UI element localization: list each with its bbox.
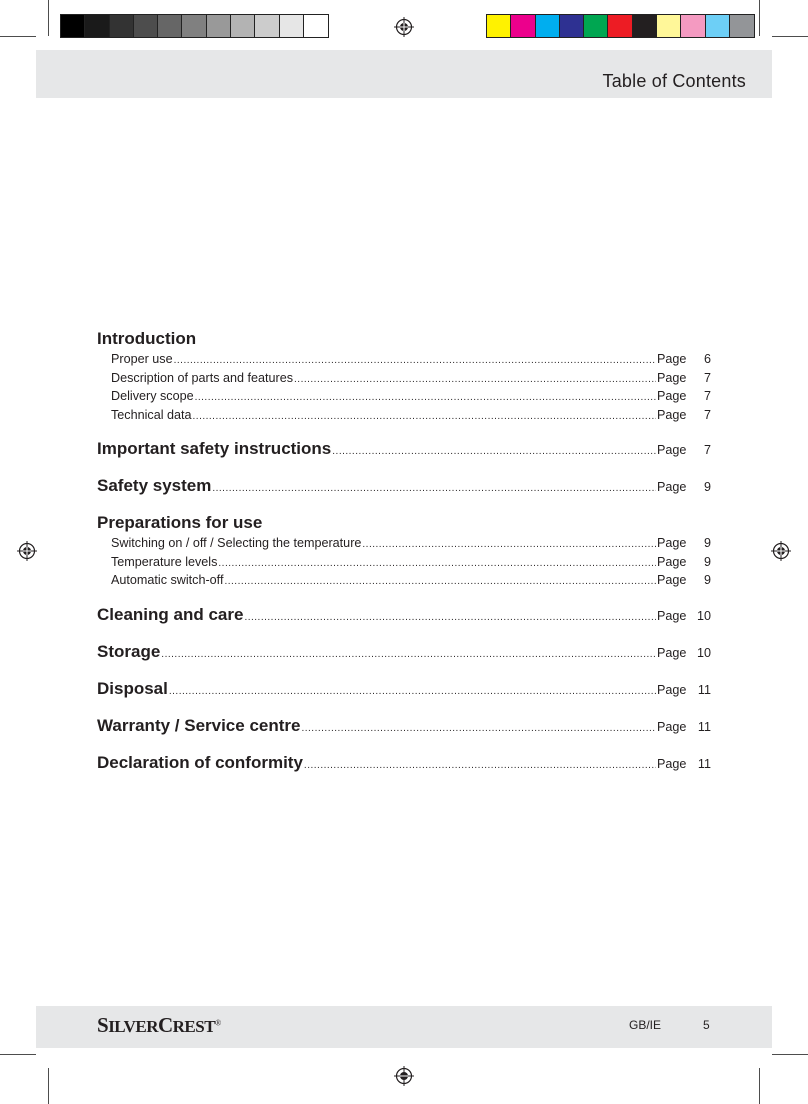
entry-page (657, 350, 711, 369)
toc-entry[interactable] (97, 387, 711, 406)
page-word: Page (657, 370, 687, 385)
entry-label: Proper use (111, 352, 173, 366)
entry-page (657, 679, 711, 701)
entry-label: Warranty / Service centre (97, 715, 301, 735)
page-word: Page (657, 536, 687, 550)
entry-label: Important safety instructions (97, 439, 332, 458)
page-number: 9 (703, 480, 711, 494)
entry-label: Disposal (97, 678, 168, 698)
leader-dots (218, 555, 656, 574)
page-word: Page (657, 443, 687, 457)
entry-page (657, 476, 711, 498)
color-swatch (85, 15, 109, 37)
page-word: Page (657, 352, 687, 366)
color-swatch (657, 15, 681, 37)
toc-entry[interactable] (97, 350, 711, 369)
crop-mark (772, 1054, 808, 1055)
toc-entry-safety-system[interactable] (97, 475, 711, 497)
registered-mark: ® (215, 1018, 221, 1028)
page-number: 7 (703, 389, 711, 403)
color-swatch (182, 15, 206, 37)
toc-entry[interactable] (97, 369, 711, 388)
leader-dots (332, 441, 656, 463)
leader-dots (294, 371, 656, 390)
page-word: Page (657, 756, 687, 771)
toc-section-introduction (97, 328, 711, 424)
page-word: Page (657, 645, 687, 660)
section-title: Preparations for use (97, 513, 263, 532)
color-swatch (207, 15, 231, 37)
entry-page (657, 642, 711, 664)
crop-mark (772, 36, 808, 37)
brand-text: ILVER (108, 1017, 158, 1036)
toc-entry-important-safety[interactable] (97, 438, 711, 460)
color-swatch (231, 15, 255, 37)
page-number: 5 (703, 1018, 710, 1032)
leader-dots (212, 478, 656, 500)
registration-mark-icon (17, 541, 37, 561)
crop-mark (48, 1068, 49, 1104)
toc-entry[interactable] (97, 534, 711, 553)
process-color-bar (486, 14, 755, 38)
page-word: Page (657, 554, 687, 569)
crop-mark (0, 36, 36, 37)
entry-label: Description of parts and features (111, 370, 294, 385)
entry-label: Declaration of conformity (97, 752, 303, 772)
page-number: 10 (696, 608, 711, 623)
leader-dots (244, 607, 656, 629)
toc-entry-declaration[interactable] (97, 752, 711, 774)
brand-text: REST (172, 1017, 216, 1036)
color-swatch (255, 15, 279, 37)
section-title: Introduction (97, 329, 197, 348)
color-swatch (730, 15, 754, 37)
page-word: Page (657, 608, 687, 623)
toc-entry[interactable] (97, 406, 711, 425)
page-number: 9 (703, 554, 711, 569)
color-swatch (61, 15, 85, 37)
page-number: 11 (697, 719, 711, 734)
page-word: Page (657, 682, 687, 697)
color-swatch (560, 15, 584, 37)
entry-page (657, 716, 711, 738)
page-word: Page (657, 480, 687, 494)
entry-label: Storage (97, 641, 161, 661)
leader-dots (224, 573, 656, 592)
entry-label: Delivery scope (111, 389, 194, 403)
page-word: Page (657, 389, 687, 403)
page-word: Page (657, 719, 687, 734)
toc-entry-warranty[interactable] (97, 715, 711, 737)
page-title: Table of Contents (602, 71, 746, 91)
crop-mark (759, 1068, 760, 1104)
entry-label: Automatic switch-off (111, 573, 224, 587)
registration-mark-icon (771, 541, 791, 561)
color-swatch (536, 15, 560, 37)
page-word: Page (657, 573, 687, 587)
grayscale-color-bar (60, 14, 329, 38)
color-swatch (110, 15, 134, 37)
crop-mark (0, 1054, 36, 1055)
entry-page (657, 387, 711, 406)
page-number: 11 (697, 756, 711, 771)
color-swatch (608, 15, 632, 37)
leader-dots (193, 408, 656, 427)
color-swatch (487, 15, 511, 37)
color-swatch (584, 15, 608, 37)
color-swatch (681, 15, 705, 37)
entry-page (657, 534, 711, 553)
color-swatch (134, 15, 158, 37)
entry-label: Technical data (111, 407, 192, 422)
toc-entry-storage[interactable] (97, 641, 711, 663)
brand-letter: S (97, 1013, 109, 1037)
page-number: 7 (703, 407, 711, 422)
color-swatch (280, 15, 304, 37)
brand-letter: C (157, 1013, 173, 1037)
page-number: 9 (703, 536, 711, 550)
page-word: Page (657, 407, 687, 422)
page-number: 9 (703, 573, 711, 587)
entry-page (657, 406, 711, 425)
entry-page (657, 369, 711, 388)
entry-label: Switching on / off / Selecting the temperature (111, 536, 362, 550)
page-number: 6 (703, 352, 711, 366)
page-number: 10 (696, 645, 711, 660)
leader-dots (362, 536, 656, 555)
leader-dots (161, 644, 656, 666)
entry-page (657, 553, 711, 572)
leader-dots (301, 718, 656, 740)
entry-page (657, 605, 711, 627)
leader-dots (195, 389, 656, 408)
toc-entry[interactable] (97, 553, 711, 572)
brand-logo (97, 1013, 221, 1038)
entry-page (657, 439, 711, 461)
crop-mark (759, 0, 760, 36)
leader-dots (169, 681, 656, 703)
toc-section-preparations (97, 512, 711, 590)
language-code: GB/IE (629, 1018, 662, 1032)
toc-entry[interactable] (97, 571, 711, 590)
table-of-contents (97, 328, 711, 789)
entry-page (657, 571, 711, 590)
registration-mark-icon (394, 1066, 414, 1086)
entry-label: Temperature levels (111, 554, 218, 569)
leader-dots (304, 755, 656, 777)
toc-entry-disposal[interactable] (97, 678, 711, 700)
page-number: 7 (703, 370, 711, 385)
color-swatch (158, 15, 182, 37)
page-number: 7 (703, 443, 711, 457)
color-swatch (511, 15, 535, 37)
entry-page (657, 753, 711, 775)
page-number: 11 (697, 682, 711, 697)
entry-label: Cleaning and care (97, 604, 244, 624)
color-swatch (633, 15, 657, 37)
registration-mark-icon (394, 17, 414, 37)
color-swatch (304, 15, 328, 37)
toc-entry-cleaning[interactable] (97, 604, 711, 626)
color-swatch (706, 15, 730, 37)
crop-mark (48, 0, 49, 36)
entry-label: Safety system (97, 476, 212, 495)
